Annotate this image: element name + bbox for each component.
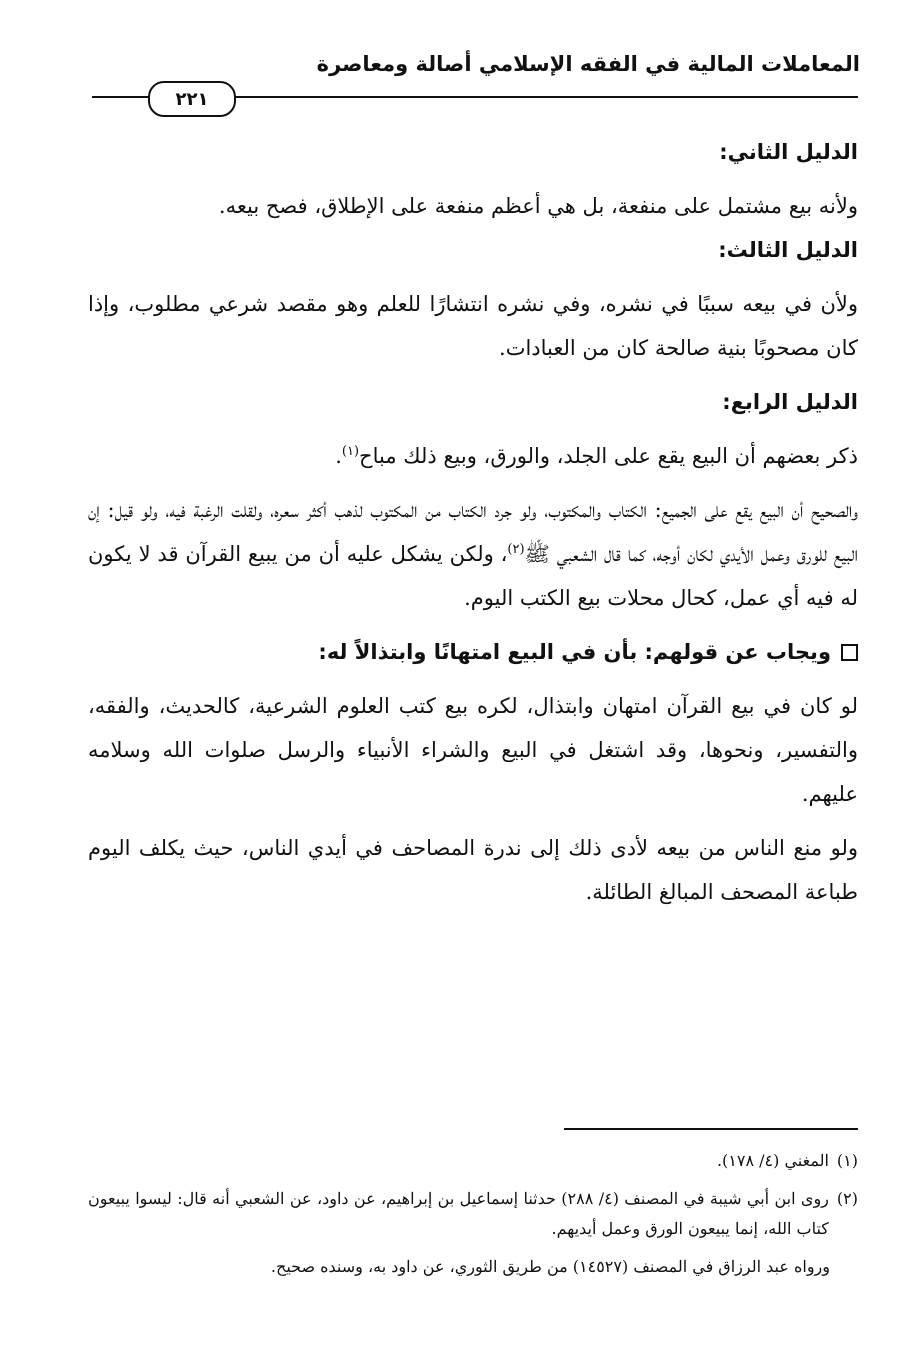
paragraph-text-end: .: [335, 444, 342, 468]
boxed-heading-text: ويجاب عن قولهم: بأن في البيع امتهانًا وابتذالاً له:: [318, 640, 831, 664]
footnote-2-continuation: ورواه عبد الرزاق في المصنف (١٤٥٢٧) من طريق الثوري، عن داود به، وسنده صحيح.: [270, 1257, 830, 1276]
footnote-text: روى ابن أبي شيبة في المصنف (٤/ ٢٨٨) حدثنا إسماعيل بن إبراهيم، عن داود، عن الشعبي أنه قال: ليسوا يبيعون كتاب الله، إنما يبيعون الورق وعمل أيديهم.: [88, 1189, 829, 1238]
paragraph-text-end: ، ولكن يشكل عليه أن من يبيع القرآن قد لا يكون له فيه أي عمل، كحال محلات بيع الكتب اليوم.: [88, 542, 858, 610]
footnote-1: [88, 1146, 858, 1176]
footnote-number: (٢): [836, 1189, 858, 1208]
paragraph-fourth-evidence-a: [88, 434, 858, 478]
running-header-title: المعاملات المالية في الفقه الإسلامي أصالة ومعاصرة: [316, 52, 860, 76]
page-number: ٢٢١: [148, 81, 236, 117]
heading-fourth-evidence: الدليل الرابع:: [722, 390, 858, 414]
footnote-ref-2: (٢): [507, 542, 525, 557]
heading-third-evidence: الدليل الثالث:: [718, 238, 858, 262]
footnote-separator: [564, 1128, 858, 1130]
boxed-heading: [88, 630, 858, 674]
paragraph-fourth-evidence-b: [88, 488, 858, 620]
footnote-ref-1: (١): [341, 444, 360, 459]
paragraph-text: والصحيح أن البيع يقع على الجميع: الكتاب والمكتوب، ولو جرد الكتاب من المكتوب لذهب أكثر سعره، ولقلت الرغبة فيه، ولو قيل: إن البيع للورق وعمل الأيدي لكان أوجه، كما قال الشعبي ﷺ: [88, 498, 858, 566]
paragraph-text: ذكر بعضهم أن البيع يقع على الجلد، والورق، وبيع ذلك مباح: [359, 444, 858, 468]
footnote-number: (١): [836, 1151, 858, 1170]
page-content: [88, 130, 858, 914]
paragraph-response-2: ولو منع الناس من بيعه لأدى ذلك إلى ندرة المصاحف في أيدي الناس، حيث يكلف اليوم طباعة المصحف المبالغ الطائلة.: [88, 836, 858, 904]
footnotes: [88, 1146, 858, 1282]
paragraph-second-evidence: ولأنه بيع مشتمل على منفعة، بل هي أعظم منفعة على الإطلاق، فصح بيعه.: [218, 194, 858, 218]
footnote-text: المغني (٤/ ١٧٨).: [716, 1151, 829, 1170]
heading-second-evidence: الدليل الثاني:: [719, 140, 858, 164]
paragraph-third-evidence: ولأن في بيعه سببًا في نشره، وفي نشره انتشارًا للعلم وهو مقصد شرعي مطلوب، وإذا كان مصحوبًا بنية صالحة كان من العبادات.: [88, 292, 858, 360]
square-bullet-icon: [841, 644, 858, 661]
footnote-2: [88, 1184, 858, 1244]
paragraph-response-1: لو كان في بيع القرآن امتهان وابتذال، لكره بيع كتب العلوم الشرعية، كالحديث، والفقه، والتفسير، ونحوها، وقد اشتغل في البيع والشراء الأنبياء والرسل صلوات الله وسلامه عليهم.: [88, 694, 858, 806]
